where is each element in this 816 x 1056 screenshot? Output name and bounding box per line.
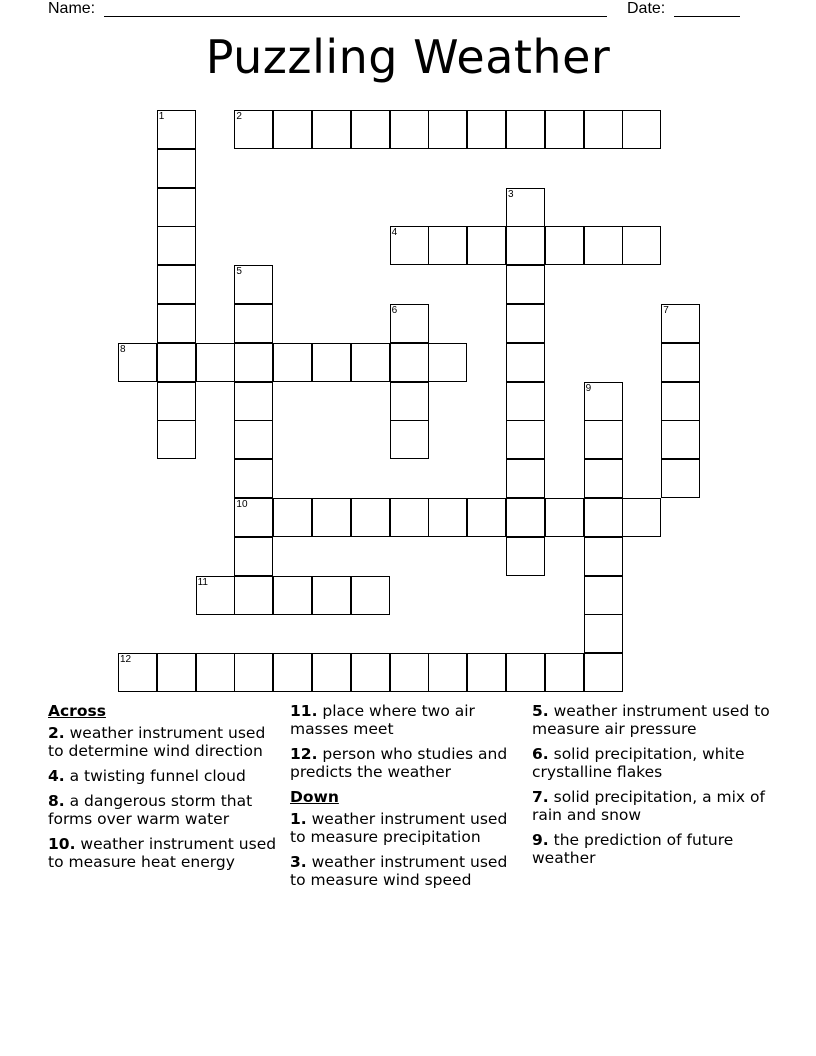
grid-cell[interactable]	[196, 576, 235, 615]
grid-cell[interactable]	[118, 653, 157, 692]
grid-cell[interactable]	[467, 653, 506, 692]
grid-cell[interactable]	[118, 343, 157, 382]
grid-cell[interactable]	[351, 653, 390, 692]
grid-cell[interactable]	[506, 382, 545, 421]
clue-text: weather instrument used to measure precipitation	[290, 810, 508, 846]
cell-number: 3	[508, 188, 514, 200]
grid-cell[interactable]	[506, 188, 545, 227]
grid-cell[interactable]	[157, 265, 196, 304]
grid-cell[interactable]	[467, 226, 506, 265]
grid-cell[interactable]	[506, 537, 545, 576]
clue-text: solid precipitation, white crystalline flakes	[532, 745, 745, 781]
grid-cell[interactable]	[661, 459, 700, 498]
grid-cell[interactable]	[428, 226, 467, 265]
cell-number: 11	[197, 576, 208, 588]
clue-number: 6.	[532, 745, 549, 763]
grid-cell[interactable]	[584, 459, 623, 498]
clue-down-9	[532, 831, 772, 867]
grid-cell[interactable]	[545, 110, 584, 149]
grid-cell[interactable]	[157, 110, 196, 149]
grid-cell[interactable]	[584, 614, 623, 653]
clue-text: weather instrument used to measure heat energy	[48, 835, 277, 871]
clue-down-3	[290, 853, 525, 889]
grid-cell[interactable]	[157, 653, 196, 692]
grid-cell[interactable]	[273, 576, 312, 615]
grid-cell[interactable]	[661, 304, 700, 343]
grid-cell[interactable]	[506, 304, 545, 343]
grid-cell[interactable]	[234, 498, 273, 537]
clue-text: person who studies and predicts the weather	[290, 745, 508, 781]
grid-cell[interactable]	[390, 498, 429, 537]
grid-cell[interactable]	[622, 110, 661, 149]
clue-number: 4.	[48, 767, 65, 785]
grid-cell[interactable]	[467, 110, 506, 149]
across-heading: Across	[48, 702, 106, 720]
grid-cell[interactable]	[234, 110, 273, 149]
clue-text: place where two air masses meet	[290, 702, 475, 738]
clue-text: solid precipitation, a mix of rain and snow	[532, 788, 765, 824]
grid-cell[interactable]	[351, 498, 390, 537]
grid-cell[interactable]	[506, 459, 545, 498]
grid-cell[interactable]	[196, 653, 235, 692]
grid-cell[interactable]	[584, 498, 623, 537]
cell-number: 7	[663, 305, 669, 316]
clue-across-4	[48, 767, 278, 785]
clue-number: 7.	[532, 788, 549, 806]
cell-number: 1	[158, 111, 165, 122]
cell-number: 9	[585, 382, 592, 394]
clues-column-3	[532, 702, 772, 874]
grid-cell[interactable]	[157, 382, 196, 421]
grid-cell[interactable]	[428, 498, 467, 537]
grid-cell[interactable]	[351, 343, 390, 382]
grid-cell[interactable]	[622, 226, 661, 265]
clue-down-1	[290, 810, 525, 846]
grid-cell[interactable]	[506, 110, 545, 149]
grid-cell[interactable]	[312, 653, 351, 692]
grid-cell[interactable]	[506, 420, 545, 459]
clue-down-6	[532, 745, 772, 781]
grid-cell[interactable]	[661, 420, 700, 459]
clue-number: 11.	[290, 702, 318, 720]
grid-cell[interactable]	[390, 382, 429, 421]
grid-cell[interactable]	[545, 498, 584, 537]
grid-cell[interactable]	[234, 459, 273, 498]
grid-cell[interactable]	[390, 420, 429, 459]
grid-cell[interactable]	[661, 343, 700, 382]
grid-cell[interactable]	[234, 420, 273, 459]
clues-column-1	[48, 702, 278, 878]
clue-across-2	[48, 724, 278, 760]
grid-cell[interactable]	[545, 226, 584, 265]
clue-number: 2.	[48, 724, 65, 742]
grid-cell[interactable]	[506, 653, 545, 692]
cell-number: 12	[120, 654, 132, 666]
name-blank	[104, 16, 607, 17]
grid-cell[interactable]	[584, 382, 623, 421]
clue-across-12	[290, 745, 525, 781]
grid-cell[interactable]	[584, 537, 623, 576]
grid-cell[interactable]	[622, 498, 661, 537]
grid-cell[interactable]	[584, 226, 623, 265]
grid-cell[interactable]	[273, 498, 312, 537]
clue-across-8	[48, 792, 278, 828]
clue-text: a dangerous storm that forms over warm water	[48, 792, 253, 828]
cell-number: 10	[236, 499, 248, 510]
page-title: Puzzling Weather	[205, 30, 611, 84]
grid-cell[interactable]	[661, 382, 700, 421]
grid-cell[interactable]	[506, 343, 545, 382]
grid-cell[interactable]	[312, 576, 351, 615]
grid-cell[interactable]	[390, 653, 429, 692]
clue-number: 9.	[532, 831, 549, 849]
cell-number: 5	[236, 266, 242, 278]
grid-cell[interactable]	[428, 653, 467, 692]
cell-number: 4	[391, 227, 398, 239]
grid-cell[interactable]	[545, 653, 584, 692]
grid-cell[interactable]	[157, 149, 196, 188]
grid-cell[interactable]	[584, 653, 623, 692]
grid-cell[interactable]	[157, 226, 196, 265]
grid-cell[interactable]	[157, 188, 196, 227]
grid-cell[interactable]	[584, 576, 623, 615]
grid-cell[interactable]	[428, 343, 467, 382]
grid-cell[interactable]	[196, 343, 235, 382]
clue-text: the prediction of future weather	[532, 831, 734, 867]
grid-cell[interactable]	[312, 343, 351, 382]
date-label: Date:	[627, 0, 666, 17]
grid-cell[interactable]	[390, 110, 429, 149]
down-heading: Down	[290, 788, 339, 806]
name-label: Name:	[48, 0, 96, 17]
grid-cell[interactable]	[273, 110, 312, 149]
grid-cell[interactable]	[506, 265, 545, 304]
grid-cell[interactable]	[312, 110, 351, 149]
clue-number: 10.	[48, 835, 76, 853]
clue-across-10	[48, 835, 278, 871]
grid-cell[interactable]	[351, 576, 390, 615]
grid-cell[interactable]	[157, 343, 196, 382]
clue-number: 3.	[290, 853, 307, 871]
grid-cell[interactable]	[390, 304, 429, 343]
clue-across-11	[290, 702, 525, 738]
cell-number: 8	[120, 343, 126, 355]
grid-cell[interactable]	[584, 110, 623, 149]
grid-cell[interactable]	[157, 304, 196, 343]
clue-number: 8.	[48, 792, 65, 810]
clue-number: 1.	[290, 810, 307, 828]
cell-number: 2	[236, 111, 242, 122]
grid-cell[interactable]	[506, 498, 545, 537]
grid-cell[interactable]	[234, 653, 273, 692]
header-line	[0, 0, 816, 22]
grid-cell[interactable]	[390, 343, 429, 382]
clue-text: weather instrument used to determine wind direction	[48, 724, 266, 760]
grid-cell[interactable]	[234, 304, 273, 343]
clues-column-2	[290, 702, 525, 896]
clue-text: weather instrument used to measure air pressure	[532, 702, 770, 738]
grid-cell[interactable]	[390, 226, 429, 265]
grid-cell[interactable]	[506, 226, 545, 265]
clue-text: a twisting funnel cloud	[69, 767, 246, 785]
date-blank	[674, 16, 740, 17]
grid-cell[interactable]	[234, 537, 273, 576]
grid-cell[interactable]	[234, 382, 273, 421]
grid-cell[interactable]	[351, 110, 390, 149]
clue-text: weather instrument used to measure wind speed	[290, 853, 508, 889]
clue-number: 12.	[290, 745, 318, 763]
grid-cell[interactable]	[234, 576, 273, 615]
cell-number: 6	[391, 305, 398, 316]
clue-number: 5.	[532, 702, 549, 720]
grid-cell[interactable]	[467, 498, 506, 537]
clue-down-5	[532, 702, 772, 738]
grid-cell[interactable]	[428, 110, 467, 149]
grid-cell[interactable]	[312, 498, 351, 537]
clue-down-7	[532, 788, 772, 824]
grid-cell[interactable]	[584, 420, 623, 459]
grid-cell[interactable]	[234, 343, 273, 382]
grid-cell[interactable]	[157, 420, 196, 459]
grid-cell[interactable]	[273, 343, 312, 382]
grid-cell[interactable]	[273, 653, 312, 692]
grid-cell[interactable]	[234, 265, 273, 304]
